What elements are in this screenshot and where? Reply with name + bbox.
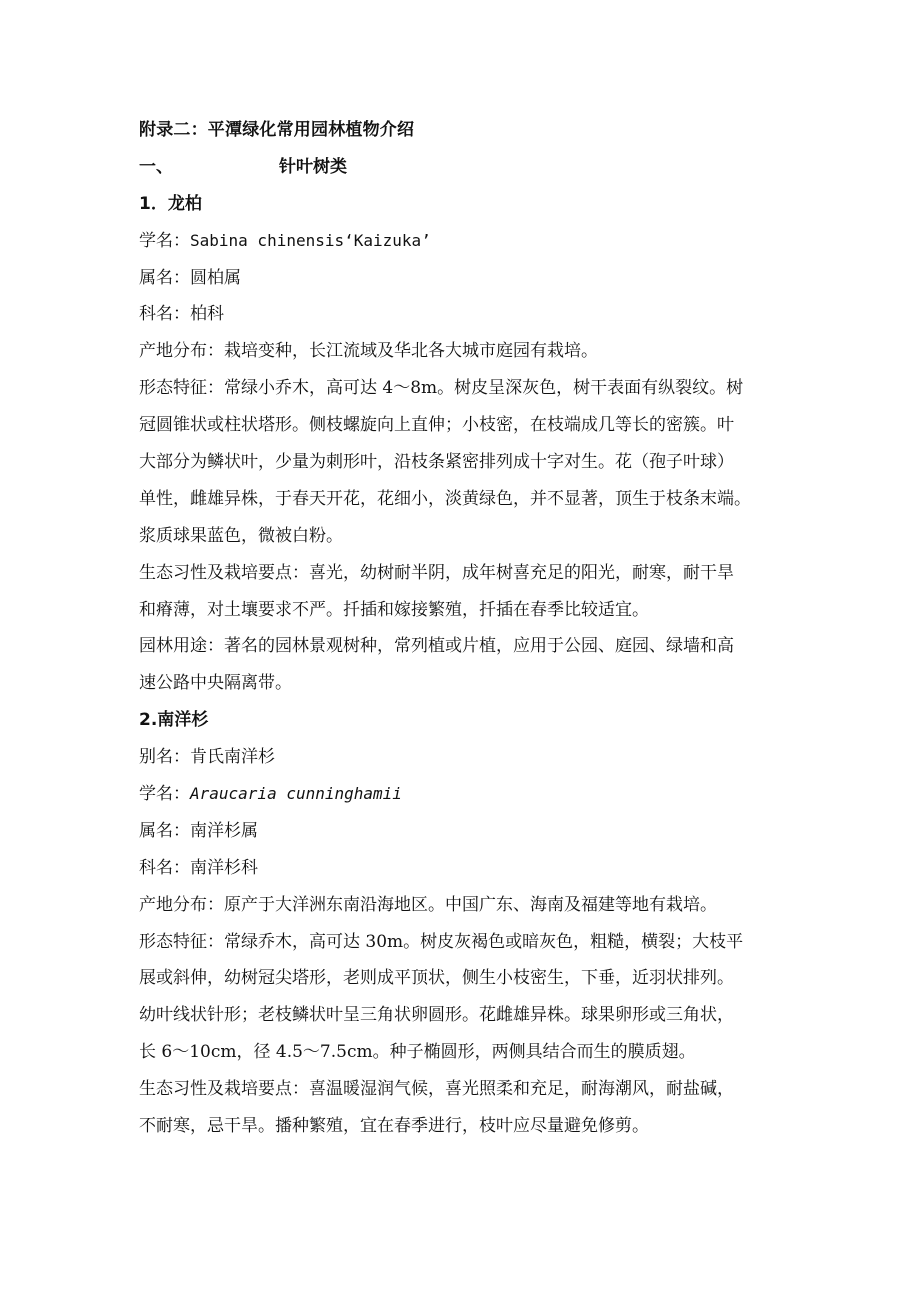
morphology-line: 长 6～10cm，径 4.5～7.5cm。种子椭圆形，两侧具结合而生的膜质翅。	[139, 1042, 696, 1063]
scientific-name: Araucaria cunninghamii	[190, 784, 402, 804]
usage-line: 园林用途：著名的园林景观树种，常列植或片植，应用于公园、庭园、绿墙和高	[139, 636, 734, 657]
scientific-name-label: 学名：	[139, 230, 190, 251]
usage-line: 速公路中央隔离带。	[139, 673, 292, 694]
section-heading	[139, 149, 789, 186]
distribution-line: 产地分布：原产于大洋洲东南沿海地区。中国广东、海南及福建等地有栽培。	[139, 894, 717, 915]
morphology-line: 幼叶线状针形；老枝鳞状叶呈三角状卵圆形。花雌雄异株。球果卵形或三角状，	[139, 1005, 734, 1026]
scientific-name-line	[139, 223, 789, 260]
family-line: 科名：柏科	[139, 304, 224, 325]
distribution-line: 产地分布：栽培变种，长江流域及华北各大城市庭园有栽培。	[139, 341, 598, 362]
morphology-line: 大部分为鳞状叶，少量为刺形叶，沿枝条紧密排列成十字对生。花（孢子叶球）	[139, 452, 734, 473]
morphology-line: 单性，雌雄异株，于春天开花，花细小，淡黄绿色，并不显著，顶生于枝条末端。	[139, 488, 751, 509]
section-name: 针叶树类	[279, 156, 347, 177]
family-line: 科名：南洋杉科	[139, 857, 258, 878]
scientific-name: Sabina chinensis‘Kaizuka’	[190, 230, 431, 250]
ecology-line: 生态习性及栽培要点：喜光，幼树耐半阴，成年树喜充足的阳光，耐寒，耐干旱	[139, 562, 734, 583]
scientific-name-label: 学名：	[139, 784, 190, 805]
morphology-line: 浆质球果蓝色，微被白粉。	[139, 525, 343, 546]
ecology-line: 不耐寒，忌干旱。播种繁殖，宜在春季进行，枝叶应尽量避免修剪。	[139, 1116, 649, 1137]
genus-line: 属名：圆柏属	[139, 267, 241, 288]
plant-heading: 1．龙柏	[139, 193, 202, 214]
morphology-line: 展或斜伸，幼树冠尖塔形，老则成平顶状，侧生小枝密生，下垂，近羽状排列。	[139, 968, 734, 989]
appendix-title: 附录二：平潭绿化常用园林植物介绍	[139, 120, 415, 140]
scientific-name-line	[139, 776, 789, 813]
section-number: 一、	[139, 156, 173, 177]
ecology-line: 生态习性及栽培要点：喜温暖湿润气候，喜光照柔和充足，耐海潮风，耐盐碱，	[139, 1079, 734, 1100]
plant-heading: 2.南洋杉	[139, 710, 209, 731]
morphology-line: 冠圆锥状或柱状塔形。侧枝螺旋向上直伸；小枝密，在枝端成几等长的密簇。叶	[139, 415, 734, 436]
alias-line: 别名：肯氏南洋杉	[139, 747, 275, 768]
morphology-line: 形态特征：常绿小乔木，高可达 4～8m。树皮呈深灰色，树干表面有纵裂纹。树	[139, 378, 744, 399]
genus-line: 属名：南洋杉属	[139, 820, 258, 841]
ecology-line: 和瘠薄，对土壤要求不严。扦插和嫁接繁殖，扦插在春季比较适宜。	[139, 599, 649, 620]
morphology-line: 形态特征：常绿乔木，高可达 30m。树皮灰褐色或暗灰色，粗糙，横裂；大枝平	[139, 931, 744, 952]
document-body	[139, 112, 789, 1145]
